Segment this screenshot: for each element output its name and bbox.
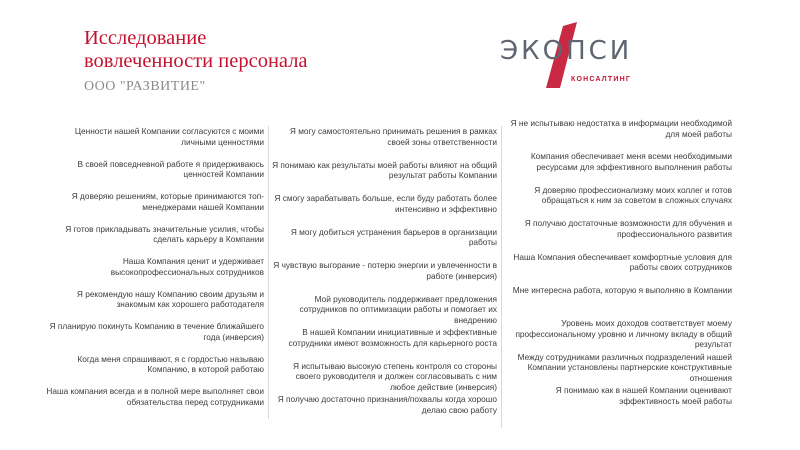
statement-item: Я понимаю как результаты моей работы влияют на общий результат работы Компании [272, 159, 497, 180]
statement-item: Я доверяю решениям, которые принимаются топ-менеджерами нашей Компании [71, 191, 264, 212]
statement-item: Наша Компания ценит и удерживает высокопрофессиональных сотрудников [110, 256, 264, 277]
statement-item: Я испытываю высокую степень контроля со стороны своего руководителя и должен согласовывать с ним любое действие (инверсия) [293, 360, 497, 392]
statement-item: Уровень моих доходов соответствует моему профессиональному уровню и личному вкладу в общий результат [515, 318, 732, 350]
statement-item: Я чувствую выгорание - потерю энергии и увлеченности в работе (инверсия) [273, 260, 497, 281]
statement-item: Я планирую покинуть Компанию в течение ближайшего года (инверсия) [49, 321, 264, 342]
statement-item: Я не испытываю недостатка в информации необходимой для моей работы [510, 118, 732, 139]
statement-item: Я могу самостоятельно принимать решения в рамках своей зоны ответственности [289, 126, 497, 147]
statement-item: Я смогу зарабатывать больше, если буду работать более интенсивно и эффективно [274, 193, 497, 214]
title-line-2: вовлеченности персонала [84, 50, 308, 72]
ekopsi-logo [500, 20, 650, 90]
statement-item: Ценности нашей Компании согласуются с моими личными ценностями [74, 126, 264, 147]
statement-item: Я рекомендую нашу Компанию своим друзьям и знакомым как хорошего работодателя [76, 288, 264, 309]
statement-item: Мой руководитель поддерживает предложения сотрудников по оптимизации работы и помогает их внедрению [299, 293, 497, 325]
title-line-1: Исследование [84, 27, 207, 49]
logo-subtitle: КОНСАЛТИНГ [571, 76, 632, 83]
statements-column-2 [272, 126, 502, 428]
statement-item: Я получаю достаточные возможности для обучения и профессионального развития [524, 218, 732, 239]
statement-item: Наша Компания обеспечивает комфортные условия для работы своих сотрудников [513, 251, 732, 273]
statement-item: Когда меня спрашивают, я с гордостью называю Компанию, в которой работаю [77, 353, 264, 374]
statement-item: В нашей Компании инициативные и эффективные сотрудники имеют возможность для карьерного роста [288, 327, 497, 348]
statement-item: Я готов прикладывать значительные усилия, чтобы сделать карьеру в Компании [65, 223, 264, 244]
statement-item: Я доверяю профессионализму моих коллег и готов обращаться к ним за советом в сложных случаях [534, 184, 732, 206]
statement-item: Между сотрудниками различных подразделений нашей Компании установлены партнерские конструктивные отношения [517, 351, 732, 383]
statement-item: Наша компания всегда и в полной мере выполняет свои обязательства перед сотрудниками [46, 386, 264, 407]
statement-item: В своей повседневной работе я придерживаюсь ценностей Компании [77, 158, 264, 179]
statement-item: Я получаю достаточно признания/похвалы когда хорошо делаю свою работу [277, 394, 497, 415]
statement-item: Я могу добиться устранения барьеров в организации работы [290, 226, 497, 247]
statements-column-1 [40, 126, 269, 419]
statements-column-3 [506, 118, 732, 419]
company-subtitle: ООО "РАЗВИТИЕ" [84, 79, 206, 94]
statement-item: Мне интересна работа, которую я выполняю в Компании [512, 284, 732, 295]
statement-item: Компания обеспечивает меня всеми необходимыми ресурсами для эффективного выполнения работы [530, 151, 732, 172]
statement-item: Я понимаю как в нашей Компании оценивают эффективность моей работы [555, 385, 732, 406]
logo-wordmark: ЭКОПСИ [500, 36, 633, 66]
page-title [84, 27, 308, 73]
